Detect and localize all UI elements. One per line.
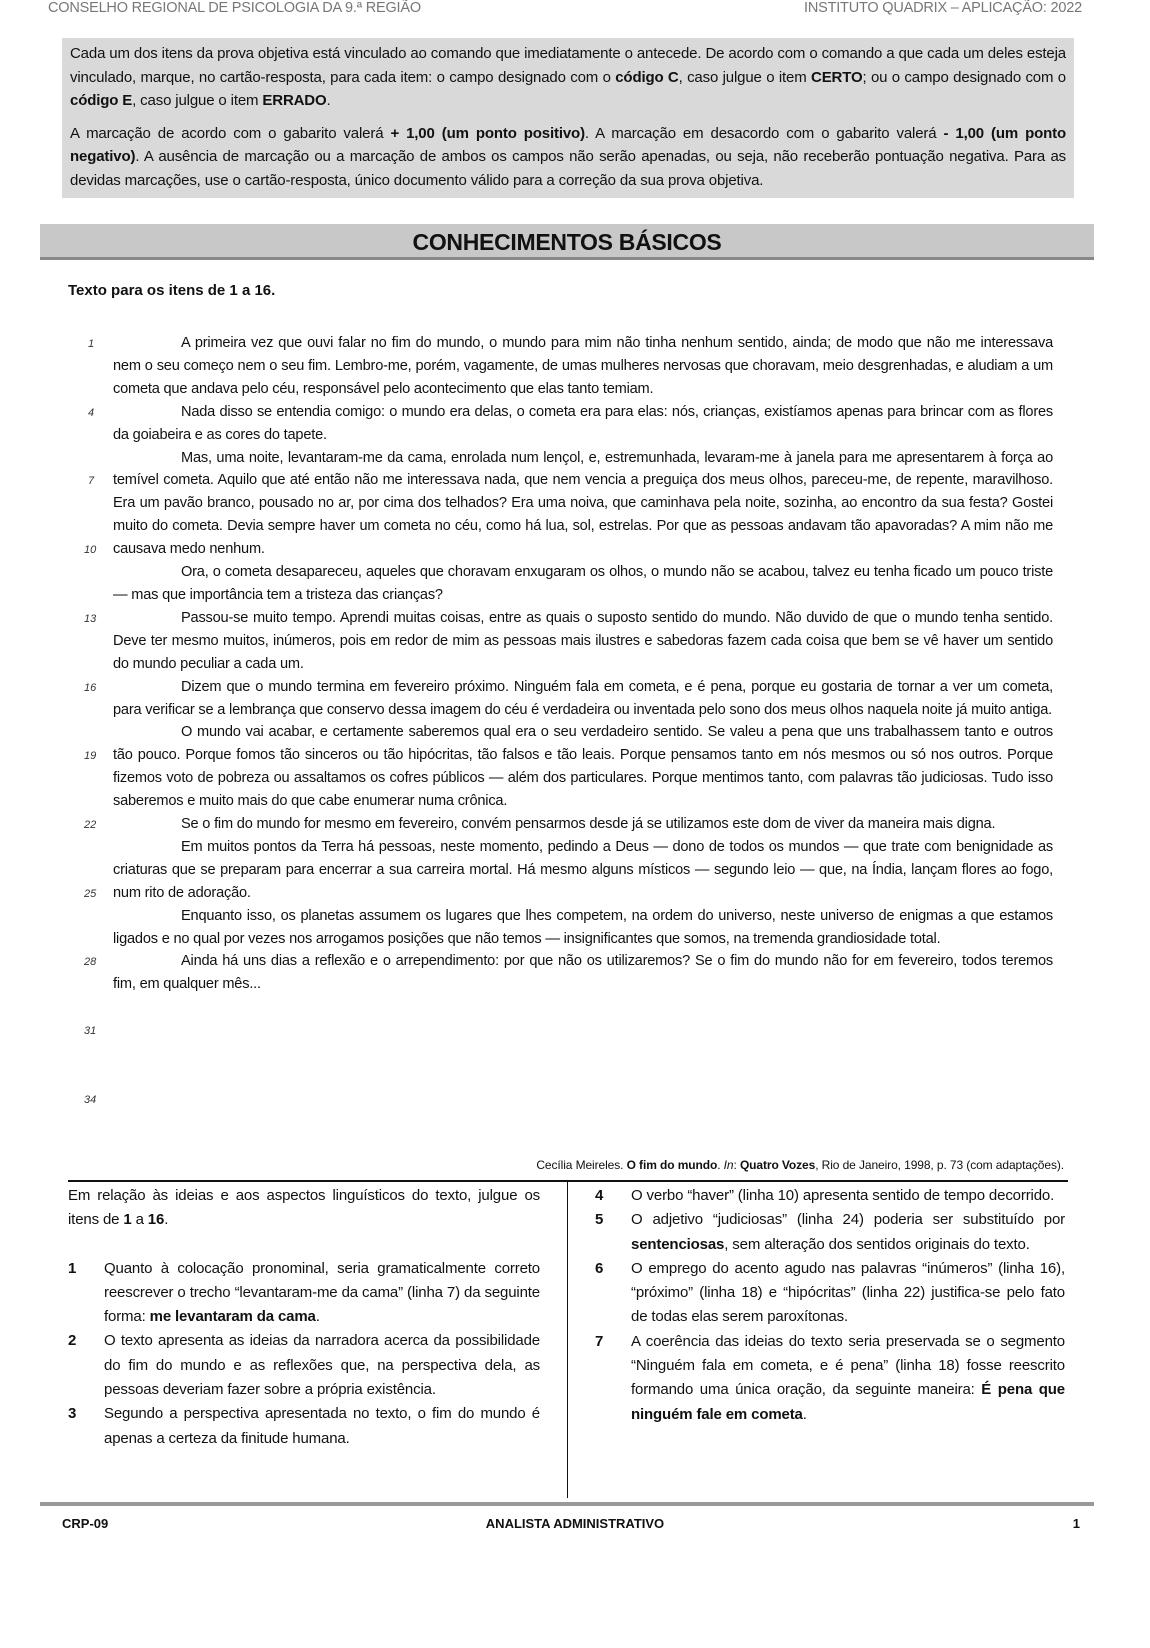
text-segment: Em relação às ideias e aos aspectos linguísticos do texto, julgue os itens de [68,1187,540,1229]
question-item [595,1184,1065,1208]
text-segment: . A ausência de marcação ou a marcação de ambos os campos não serão apenadas, ou seja, não receberão pontuação negativa. Para as devidas marcações, use o cartão-resposta, único documento válido para a correção da sua prova objetiva. [70,148,1066,189]
text-segment: Quatro Vozes [739,1158,816,1172]
line-number: 4 [88,406,95,419]
text-segment: Segundo a perspectiva apresentada no texto, o fim do mundo é apenas a certeza da finitude humana. [104,1405,540,1447]
page-number: 1 [1072,1516,1080,1531]
item-number: 1 [68,1259,77,1277]
section-title: CONHECIMENTOS BÁSICOS [412,229,722,255]
text-segment: . [315,1308,320,1326]
text-segment: Quanto à colocação pronominal, seria gramaticalmente correto reescrever o trecho “levantaram-me da cama” (linha 7) da seguinte forma: [104,1259,540,1326]
text-segment: : [733,1158,740,1172]
text-segment: sentenciosas [631,1235,725,1253]
line-number: 34 [84,1093,97,1106]
text-segment: me levantaram da cama [149,1308,316,1326]
text-paragraph: O mundo vai acabar, e certamente saberemos qual era o seu verdadeiro sentido. Se valeu a pena que uns trabalhassem tanto e outros tão pouco. Porque fomos tão sinceros ou tão hipócritas, tão falsos e tão leais. Porque pensamos tanto em nós mesmos ou só nos outros. Porque fizemos voto de pobreza ou assaltamos os cofres públicos — além dos particulares. Porque mentimos tanto, com palavras tão judiciosas. Tudo isso saberemos e muito mais do que cabe enumerar numa crônica. [113,724,1053,810]
text-segment: código E [70,92,133,109]
question-item [68,1329,540,1402]
item-number: 7 [595,1332,604,1350]
text-paragraph: Ora, o cometa desapareceu, aqueles que choravam enxugaram os olhos, o mundo não se acabou, talvez eu tenha ficado um pouco triste — mas que importância tem a tristeza das crianças? [113,564,1053,603]
line-number: 1 [88,338,95,350]
section-header [40,224,1094,260]
text-segment: ; ou o campo designado com o [862,68,1066,86]
header-exam-board: INSTITUTO QUADRIX – APLICAÇÃO: 2022 [804,0,1082,16]
reading-text [113,332,1053,996]
text-paragraph: Enquanto isso, os planetas assumem os lugares que lhes competem, na ordem do universo, neste universo de enigmas a que estamos ligados e no qual por vezes nos arrogamos posições que não temos — insignificantes que somos, na tremenda grandiosidade total. [113,907,1053,947]
text-segment: código C [615,68,679,86]
line-number: 22 [84,818,97,831]
text-segment: O fim do mundo [626,1158,718,1172]
text-paragraph: Se o fim do mundo for mesmo em fevereiro, convém pensarmos desde já se utilizamos este dom de viver da maneira mais digna. [181,816,996,833]
question-item [595,1257,1065,1330]
line-number: 19 [84,750,97,763]
text-segment: . [802,1405,807,1423]
line-number: 10 [84,544,97,557]
line-number: 7 [88,475,95,488]
question-item [595,1330,1065,1427]
text-segment: . [717,1158,724,1172]
text-segment: In [723,1158,734,1172]
item-number: 6 [595,1259,604,1277]
line-number: 25 [84,887,97,900]
text-segment: O emprego do acento agudo nas palavras “inúmeros” (linha 16), “próximo” (linha 18) e “hipócritas” (linha 22) justifica-se pelo fato de todas elas serem paroxítonas. [631,1259,1065,1326]
text-source-citation [536,1158,1064,1172]
instruction-paragraph [70,122,1066,193]
line-number: 31 [84,1025,97,1037]
text-segment: 16 [147,1211,165,1229]
text-segment: , caso julgue o item [132,92,263,109]
divider [68,1180,1068,1182]
line-number: 28 [84,956,97,969]
text-segment: - 1,00 (um ponto negativo) [70,124,1066,165]
text-segment: , Rio de Janeiro, 1998, p. 73 (com adaptações). [815,1158,1064,1172]
line-number: 16 [84,681,97,694]
text-paragraph: Dizem que o mundo termina em fevereiro próximo. Ninguém fala em cometa, e é pena, porque eu gostaria de tornar a ver um cometa, para verificar se a lembrança que conservo dessa imagem do céu é verdadeira ou inventada pelo sono dos meus olhos naquela noite já muito antiga. [113,678,1053,718]
text-segment: O adjetivo “judiciosas” (linha 24) poderia ser substituído por [631,1211,1065,1229]
text-segment: . [164,1211,169,1229]
item-number: 2 [68,1332,77,1350]
text-paragraph: Passou-se muito tempo. Aprendi muitas coisas, entre as quais o suposto sentido do mundo. Não duvido de que o mundo tenha sentido. Deve ter mesmo muitos, inúmeros, pois em redor de mim as pessoas mais ilustres e sabedoras fazem cada coisa que bem se vê haver um sentido do mundo peculiar a cada um. [113,609,1053,672]
text-label: Texto para os itens de 1 a 16. [68,282,276,299]
text-segment: a [131,1211,148,1229]
question-item [68,1402,540,1451]
text-segment: Cada um dos itens da prova objetiva está vinculado ao comando que imediatamente o antecede. De acordo com o comando a que cada um deles esteja vinculado, marque, no cartão-resposta, para cada item: o campo designado com o [70,45,1066,86]
text-segment: O texto apresenta as ideias da narradora acerca da possibilidade do fim do mundo e as reflexões que, na perspectiva dela, as pessoas deveriam fazer sobre a própria existência. [104,1332,540,1399]
question-item [595,1208,1065,1257]
footer-position: ANALISTA ADMINISTRATIVO [485,1516,665,1531]
footer-divider [40,1502,1094,1506]
text-segment: , sem alteração dos sentidos originais do texto. [724,1235,1030,1253]
header-organization: CONSELHO REGIONAL DE PSICOLOGIA DA 9.ª REGIÃO [48,0,421,16]
text-segment: O verbo “haver” (linha 10) apresenta sentido de tempo decorrido. [631,1187,1055,1204]
text-segment: . A marcação em desacordo com o gabarito valerá [584,124,944,142]
text-segment: . [326,92,331,109]
text-segment: 1 [123,1211,132,1229]
line-number: 13 [84,612,97,625]
text-paragraph: Ainda há uns dias a reflexão e o arrependimento: por que não os utilizaremos? Se o fim do mundo não for em fevereiro, todos teremos fim, em qualquer mês... [113,953,1053,993]
text-paragraph: A primeira vez que ouvi falar no fim do mundo, o mundo para mim não tinha nenhum sentido, ainda; de modo que não me interessava nem o seu começo nem o seu fim. Lembro-me, porém, vagamente, de umas mulheres nervosas que choravam, meio desgrenhadas, e aludiam a um cometa que andava pelo céu, responsável pelo acontecimento que elas tanto temiam. [113,335,1053,397]
text-paragraph: Em muitos pontos da Terra há pessoas, neste momento, pedindo a Deus — dono de todos os mundos — que trate com benignidade as criaturas que se preparam para encerrar a sua carreira mortal. Há mesmo alguns místicos — segundo leio — que, na Índia, lançam flores ao fogo, num rito de adoração. [113,838,1053,901]
item-number: 5 [595,1211,604,1229]
text-paragraph: Mas, uma noite, levantaram-me da cama, enrolada num lençol, e, estremunhada, levaram-me à janela para me apresentarem à força ao temível cometa. Aquilo que até então não me interessava nada, que nem vencia a preguiça dos meus olhos, pareceu-me, de repente, maravilhoso. Era um pavão branco, pousado no ar, por cima dos telhados? Era uma noiva, que caminhava pela noite, sozinha, ao encontro da sua festa? Gostei muito do cometa. Devia sempre haver um cometa no céu, como há lua, sol, estrelas. Por que as pessoas andavam tão apavoradas? A mim não me causava medo nenhum. [113,449,1053,558]
column-divider [567,1180,568,1498]
text-segment: + 1,00 (um ponto positivo) [390,124,585,142]
question-item [68,1257,540,1330]
text-segment: , caso julgue o item [678,68,812,86]
questions-right-column [595,1184,1065,1427]
item-number: 3 [68,1405,77,1423]
instructions-box [62,38,1074,198]
item-number: 4 [595,1187,604,1204]
text-paragraph: Nada disso se entendia comigo: o mundo era delas, o cometa era para elas: nós, crianças, existíamos apenas para brincar com as flores da goiabeira e as cores do tapete. [113,403,1053,443]
text-segment: A marcação de acordo com o gabarito valerá [70,124,391,142]
questions-intro [68,1184,540,1233]
text-segment: CERTO [811,68,863,86]
instruction-paragraph [70,42,1066,113]
text-segment: ERRADO [262,92,327,109]
text-segment: Cecília Meireles. [536,1158,627,1172]
questions-left-column [68,1184,540,1451]
text-segment: É pena que ninguém fale em cometa [631,1381,1065,1423]
text-segment: A coerência das ideias do texto seria preservada se o segmento “Ninguém fala em cometa, e é pena” (linha 18) fosse reescrito formando uma única oração, da seguinte maneira: [631,1332,1065,1399]
footer-code: CRP-09 [62,1516,109,1531]
